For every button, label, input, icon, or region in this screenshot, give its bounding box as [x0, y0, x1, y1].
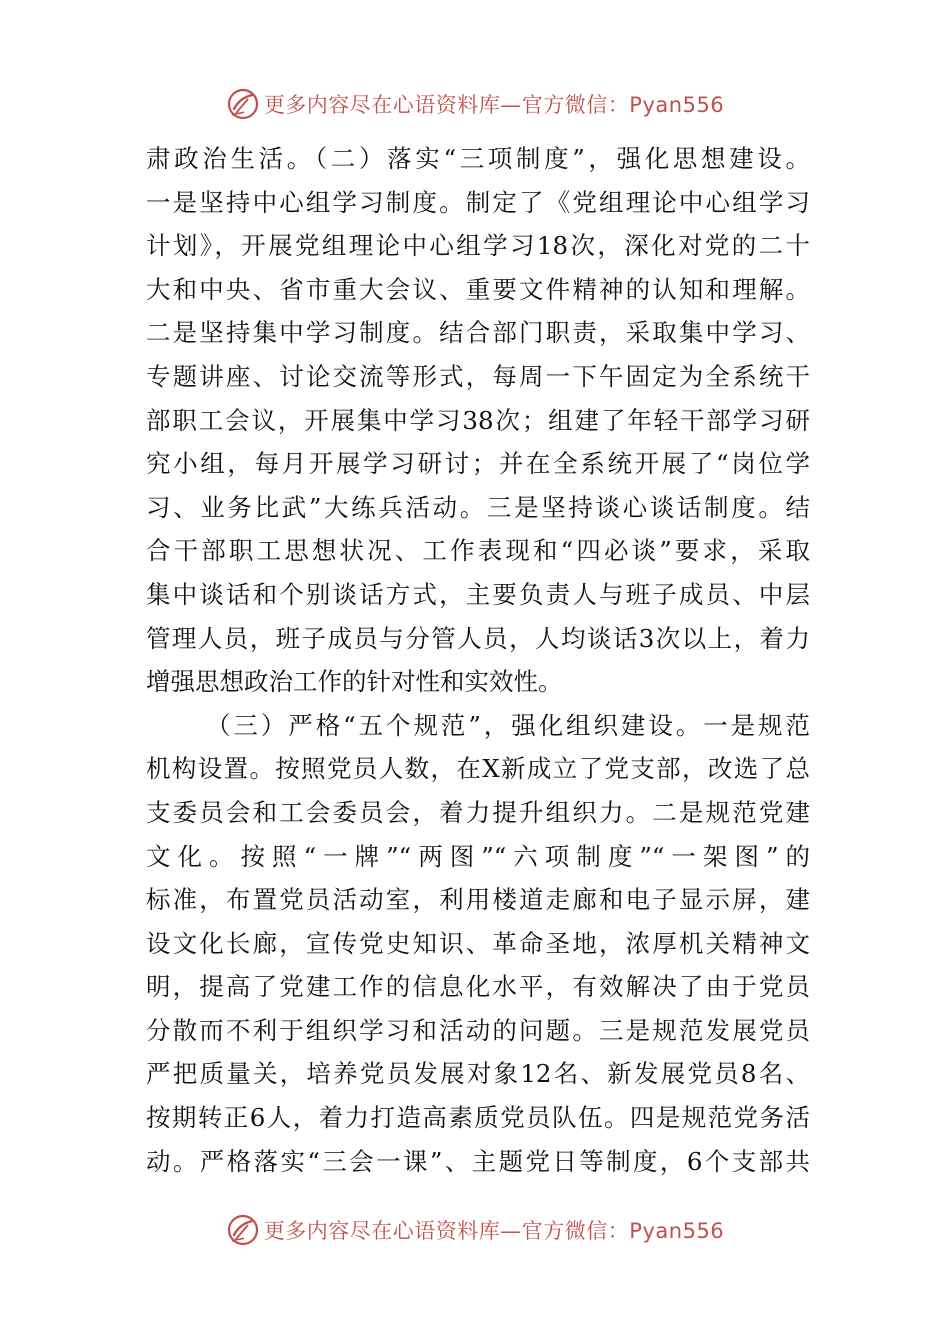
text-line: 部职工会议，开展集中学习38次；组建了年轻干部学习研 — [146, 405, 810, 435]
text-line: 标准，布置党员活动室，利用楼道走廊和电子显示屏，建 — [146, 885, 810, 915]
footer-banner-text: 更多内容尽在心语资料库—官方微信：Pyan556 — [263, 1219, 725, 1243]
text-line: 大和中央、省市重大会议、重要文件精神的认知和理解。 — [146, 274, 810, 304]
paragraph-start-line: （三）严格“五个规范”，强化组织建设。一是规范 — [206, 710, 810, 740]
text-line: 机构设置。按照党员人数，在X新成立了党支部，改选了总 — [146, 754, 810, 784]
text-line: 增强思想政治工作的针对性和实效性。 — [146, 667, 563, 697]
text-line: 计划》，开展党组理论中心组学习18次，深化对党的二十 — [146, 231, 810, 261]
text-line: 集中谈话和个别谈话方式，主要负责人与班子成员、中层 — [146, 579, 810, 609]
text-line: 按期转正6人，着力打造高素质党员队伍。四是规范党务活 — [146, 1103, 810, 1133]
text-line: 一是坚持中心组学习制度。制定了《党组理论中心组学习 — [146, 187, 810, 217]
pen-scroll-logo-icon — [226, 1213, 260, 1247]
text-line: 严把质量关，培养党员发展对象12名、新发展党员8名、 — [146, 1059, 810, 1089]
footer-banner — [0, 1210, 950, 1250]
text-line: 动。严格落实“三会一课”、主题党日等制度，6个支部共 — [146, 1146, 810, 1176]
text-line: 习、业务比武”大练兵活动。三是坚持谈心谈话制度。结 — [146, 492, 810, 522]
text-line: 管理人员，班子成员与分管人员，人均谈话3次以上，着力 — [146, 623, 810, 653]
text-line: 二是坚持集中学习制度。结合部门职责，采取集中学习、 — [146, 318, 810, 348]
text-line: 分散而不利于组织学习和活动的问题。三是规范发展党员 — [146, 1015, 810, 1045]
text-line: 肃政治生活。（二）落实“三项制度”，强化思想建设。 — [146, 144, 810, 173]
text-line: 设文化长廊，宣传党史知识、革命圣地，浓厚机关精神文 — [146, 928, 810, 958]
text-line: 究小组，每月开展学习研讨；并在全系统开展了“岗位学 — [146, 449, 810, 479]
text-line: 合干部职工思想状况、工作表现和“四必谈”要求，采取 — [146, 536, 810, 566]
document-body — [146, 137, 810, 1183]
header-banner — [0, 84, 950, 124]
pen-scroll-logo-icon — [226, 87, 260, 121]
header-banner-text: 更多内容尽在心语资料库—官方微信：Pyan556 — [263, 93, 725, 117]
text-line: 专题讲座、讨论交流等形式，每周一下午固定为全系统干 — [146, 361, 810, 391]
text-line: 支委员会和工会委员会，着力提升组织力。二是规范党建 — [146, 797, 810, 827]
text-line: 明，提高了党建工作的信息化水平，有效解决了由于党员 — [146, 972, 810, 1002]
text-line: 文化。按照“一牌”“两图”“六项制度”“一架图”的 — [146, 841, 810, 871]
